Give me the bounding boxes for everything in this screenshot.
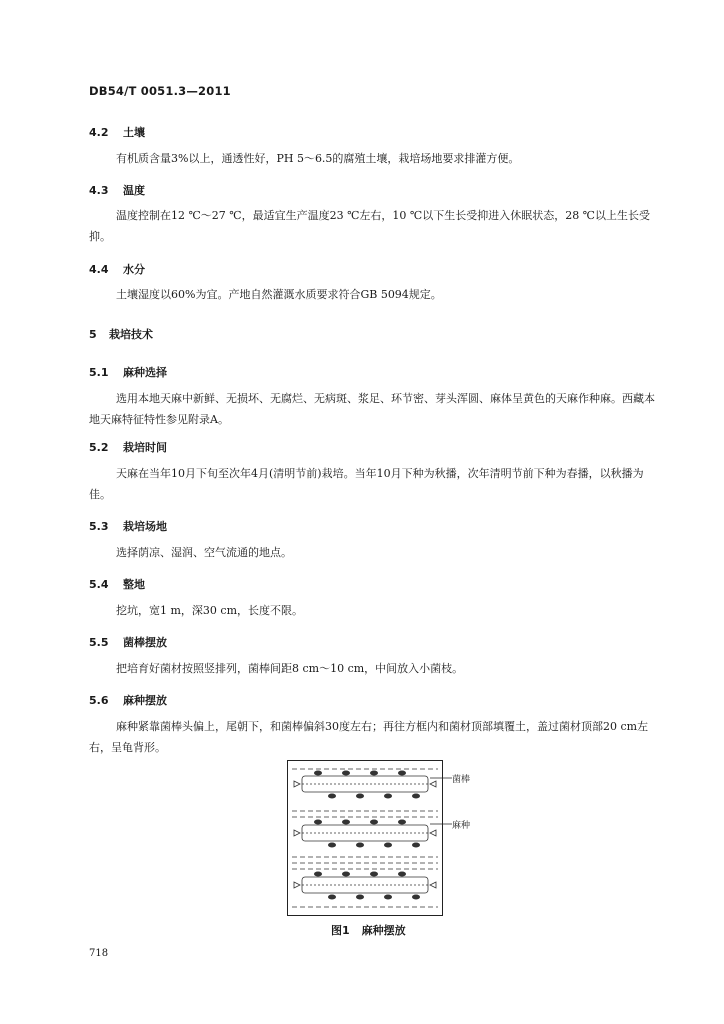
section-heading-5-2: [89, 439, 167, 455]
paragraph-seed-selection: 选用本地天麻中新鲜、无损坏、无腐烂、无病斑、浆足、环节密、芽头浑圆、麻体呈黄色的天麻作种麻。西藏本地天麻特征特性参见附录A。: [89, 392, 655, 426]
section-number: 5.5: [89, 636, 109, 649]
paragraph-moisture: 土壤湿度以60%为宜。产地自然灌溉水质要求符合GB 5094规定。: [116, 288, 442, 301]
section-heading-4-2: [89, 124, 145, 140]
figure-title: 麻种摆放: [361, 924, 406, 937]
section-number: 5.2: [89, 441, 109, 454]
section-number: 4.3: [89, 184, 109, 197]
section-heading-5-4: [89, 576, 145, 592]
section-title: 土壤: [123, 126, 145, 139]
figure-number: 图1: [331, 924, 350, 937]
section-heading-4-3: [89, 182, 145, 198]
figure-caption: [331, 922, 406, 938]
section-title: 麻种摆放: [123, 694, 167, 707]
section-heading-4-4: [89, 261, 145, 277]
section-number: 5.6: [89, 694, 109, 707]
standard-header: DB54/T 0051.3—2011: [89, 84, 231, 98]
section-title: 菌棒摆放: [123, 636, 167, 649]
section-title: 整地: [123, 578, 145, 591]
section-heading-5: [89, 326, 153, 342]
section-number: 5: [89, 328, 97, 341]
seed-placement-figure: [287, 760, 443, 916]
callout-leader-lines: [430, 770, 454, 840]
label-seed: 麻种: [452, 821, 471, 831]
page-number: 718: [89, 948, 109, 959]
paragraph-rod-placement: 把培育好菌材按照竖排列，菌棒间距8 cm～10 cm，中间放入小菌枝。: [116, 662, 464, 675]
paragraph-site: 选择荫凉、湿润、空气流通的地点。: [116, 546, 292, 559]
section-title: 水分: [123, 263, 145, 276]
section-number: 5.4: [89, 578, 109, 591]
section-title: 麻种选择: [123, 366, 167, 379]
section-heading-5-6: [89, 692, 167, 708]
paragraph-soil: 有机质含量3%以上，通透性好，PH 5～6.5的腐殖土壤，栽培场地要求排灌方便。: [116, 152, 520, 165]
section-number: 4.4: [89, 263, 109, 276]
paragraph-planting-time: 天麻在当年10月下旬至次年4月(清明节前)栽培。当年10月下种为秋播，次年清明节前下种为春播，以秋播为佳。: [89, 467, 644, 501]
section-title: 栽培场地: [123, 520, 167, 533]
section-title: 栽培时间: [123, 441, 167, 454]
figure-illustration: [288, 761, 442, 915]
label-rod: 菌棒: [452, 775, 471, 785]
paragraph-seed-placement: 麻种紧靠菌棒头偏上，尾朝下，和菌棒偏斜30度左右；再往方框内和菌材顶部填覆土，盖过菌材顶部20 cm左右，呈龟背形。: [89, 720, 649, 754]
section-number: 4.2: [89, 126, 109, 139]
section-number: 5.3: [89, 520, 109, 533]
section-heading-5-3: [89, 518, 167, 534]
section-title: 温度: [123, 184, 145, 197]
section-heading-5-1: [89, 364, 167, 380]
paragraph-land-prep: 挖坑，宽1 m，深30 cm，长度不限。: [116, 604, 304, 617]
section-heading-5-5: [89, 634, 167, 650]
section-title: 栽培技术: [109, 328, 153, 341]
paragraph-temperature: 温度控制在12 ℃～27 ℃，最适宜生产温度23 ℃左右，10 ℃以下生长受抑进入休眠状态，28 ℃以上生长受抑。: [89, 209, 650, 243]
section-number: 5.1: [89, 366, 109, 379]
